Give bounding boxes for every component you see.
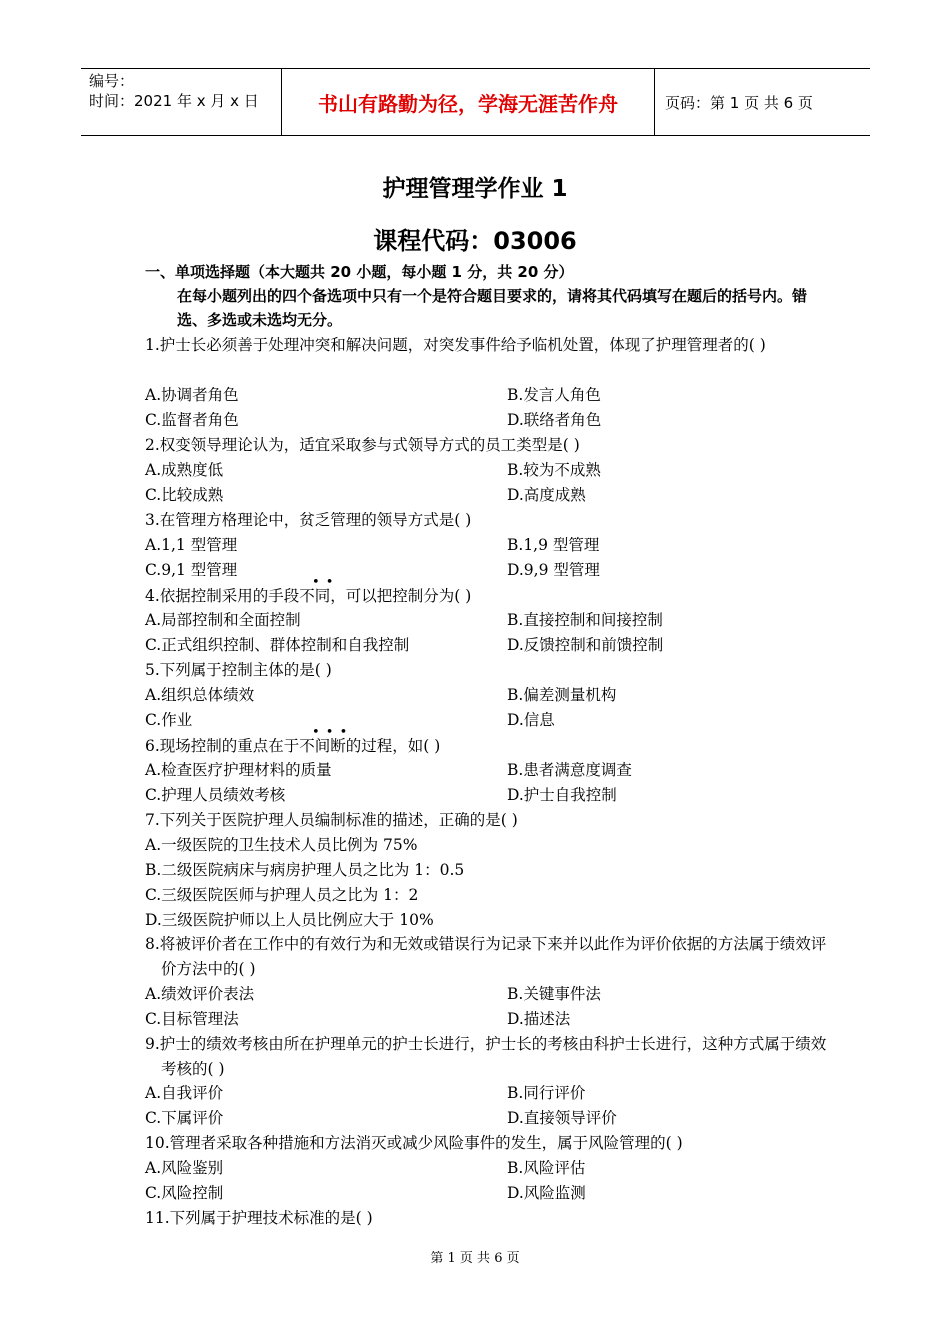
document-title: 护理管理学作业 1	[382, 176, 568, 202]
question-stem: 2.权变领导理论认为，适宜采取参与式领导方式的员工类型是( )	[145, 436, 580, 454]
option: D.描述法	[507, 1010, 571, 1028]
option: D.三级医院护师以上人员比例应大于 10%	[145, 911, 434, 929]
option: C.风险控制	[145, 1184, 224, 1202]
question-stem: 6.现场控制的重点在于不间断的过程，如( )	[145, 737, 441, 755]
option: B.风险评估	[507, 1159, 586, 1177]
option: D.联络者角色	[507, 411, 602, 429]
option: B.关键事件法	[507, 985, 601, 1003]
option: A.组织总体绩效	[145, 686, 255, 704]
question-stem: 3.在管理方格理论中，贫乏管理的领导方式是( )	[145, 511, 472, 529]
option: B.偏差测量机构	[507, 686, 617, 704]
option: D.高度成熟	[507, 486, 586, 504]
question-stem: 4.依据控制采用的手段不同，可以把控制分为( )	[145, 587, 472, 605]
option: D.风险监测	[507, 1184, 586, 1202]
option: D.9,9 型管理	[507, 561, 600, 579]
option: A.检查医疗护理材料的质量	[145, 761, 332, 779]
option: B.1,9 型管理	[507, 536, 600, 554]
question-stem: 8.将被评价者在工作中的有效行为和无效或错误行为记录下来并以此作为评价依据的方法属于绩效评价方法中的( )	[145, 935, 827, 978]
option: D.护士自我控制	[507, 786, 617, 804]
emphasis-dots: • • •	[312, 725, 349, 740]
option: A.1,1 型管理	[145, 536, 238, 554]
option: C.比较成熟	[145, 486, 224, 504]
option: A.局部控制和全面控制	[145, 611, 301, 629]
time-label: 时间：2021 年 x 月 x 日	[89, 92, 259, 110]
page-footer: 第 1 页 共 6 页	[430, 1251, 520, 1266]
option: D.直接领导评价	[507, 1109, 617, 1127]
option: B.二级医院病床与病房护理人员之比为 1：0.5	[145, 861, 465, 879]
option: C.监督者角色	[145, 411, 239, 429]
option: D.反馈控制和前馈控制	[507, 636, 664, 654]
option: A.一级医院的卫生技术人员比例为 75%	[145, 836, 418, 854]
question-stem: 11.下列属于护理技术标准的是( )	[145, 1209, 373, 1227]
option: B.较为不成熟	[507, 461, 601, 479]
question-stem: 9.护士的绩效考核由所在护理单元的护士长进行，护士长的考核由科护士长进行，这种方式属于绩效考核的( )	[145, 1035, 827, 1078]
page-info: 页码：第 1 页 共 6 页	[665, 93, 813, 112]
option: C.9,1 型管理	[145, 561, 238, 579]
emphasis-dots: • •	[312, 575, 335, 590]
course-code: 课程代码：03006	[373, 227, 577, 255]
motto: 书山有路勤为径，学海无涯苦作舟	[282, 69, 655, 135]
serial-label: 编号：	[89, 72, 135, 90]
option: B.直接控制和间接控制	[507, 611, 663, 629]
option: A.协调者角色	[145, 386, 239, 404]
option: A.风险鉴别	[145, 1159, 224, 1177]
question-stem: 1.护士长必须善于处理冲突和解决问题，对突发事件给予临机处置，体现了护理管理者的( )	[145, 336, 766, 354]
option: B.发言人角色	[507, 386, 601, 404]
question-stem: 7.下列关于医院护理人员编制标准的描述，正确的是( )	[145, 811, 518, 829]
header-left-cell	[81, 69, 282, 135]
option: C.下属评价	[145, 1109, 224, 1127]
question-stem: 5.下列属于控制主体的是( )	[145, 661, 332, 679]
option: B.同行评价	[507, 1084, 586, 1102]
header-table	[81, 68, 870, 136]
option: A.成熟度低	[145, 461, 224, 479]
option: D.信息	[507, 711, 555, 729]
option: B.患者满意度调查	[507, 761, 632, 779]
option: C.目标管理法	[145, 1010, 239, 1028]
section-instruction: 在每小题列出的四个备选项中只有一个是符合题目要求的，请将其代码填写在题后的括号内。错选、多选或未选均无分。	[177, 287, 808, 329]
option: C.三级医院医师与护理人员之比为 1：2	[145, 886, 419, 904]
option: C.护理人员绩效考核	[145, 786, 286, 804]
question-stem: 10.管理者采取各种措施和方法消灭或减少风险事件的发生，属于风险管理的( )	[145, 1134, 683, 1152]
option: C.作业	[145, 711, 193, 729]
option: A.自我评价	[145, 1084, 224, 1102]
option: C.正式组织控制、群体控制和自我控制	[145, 636, 410, 654]
section-heading: 一、单项选择题（本大题共 20 小题，每小题 1 分，共 20 分）	[145, 263, 574, 281]
option: A.绩效评价表法	[145, 985, 255, 1003]
